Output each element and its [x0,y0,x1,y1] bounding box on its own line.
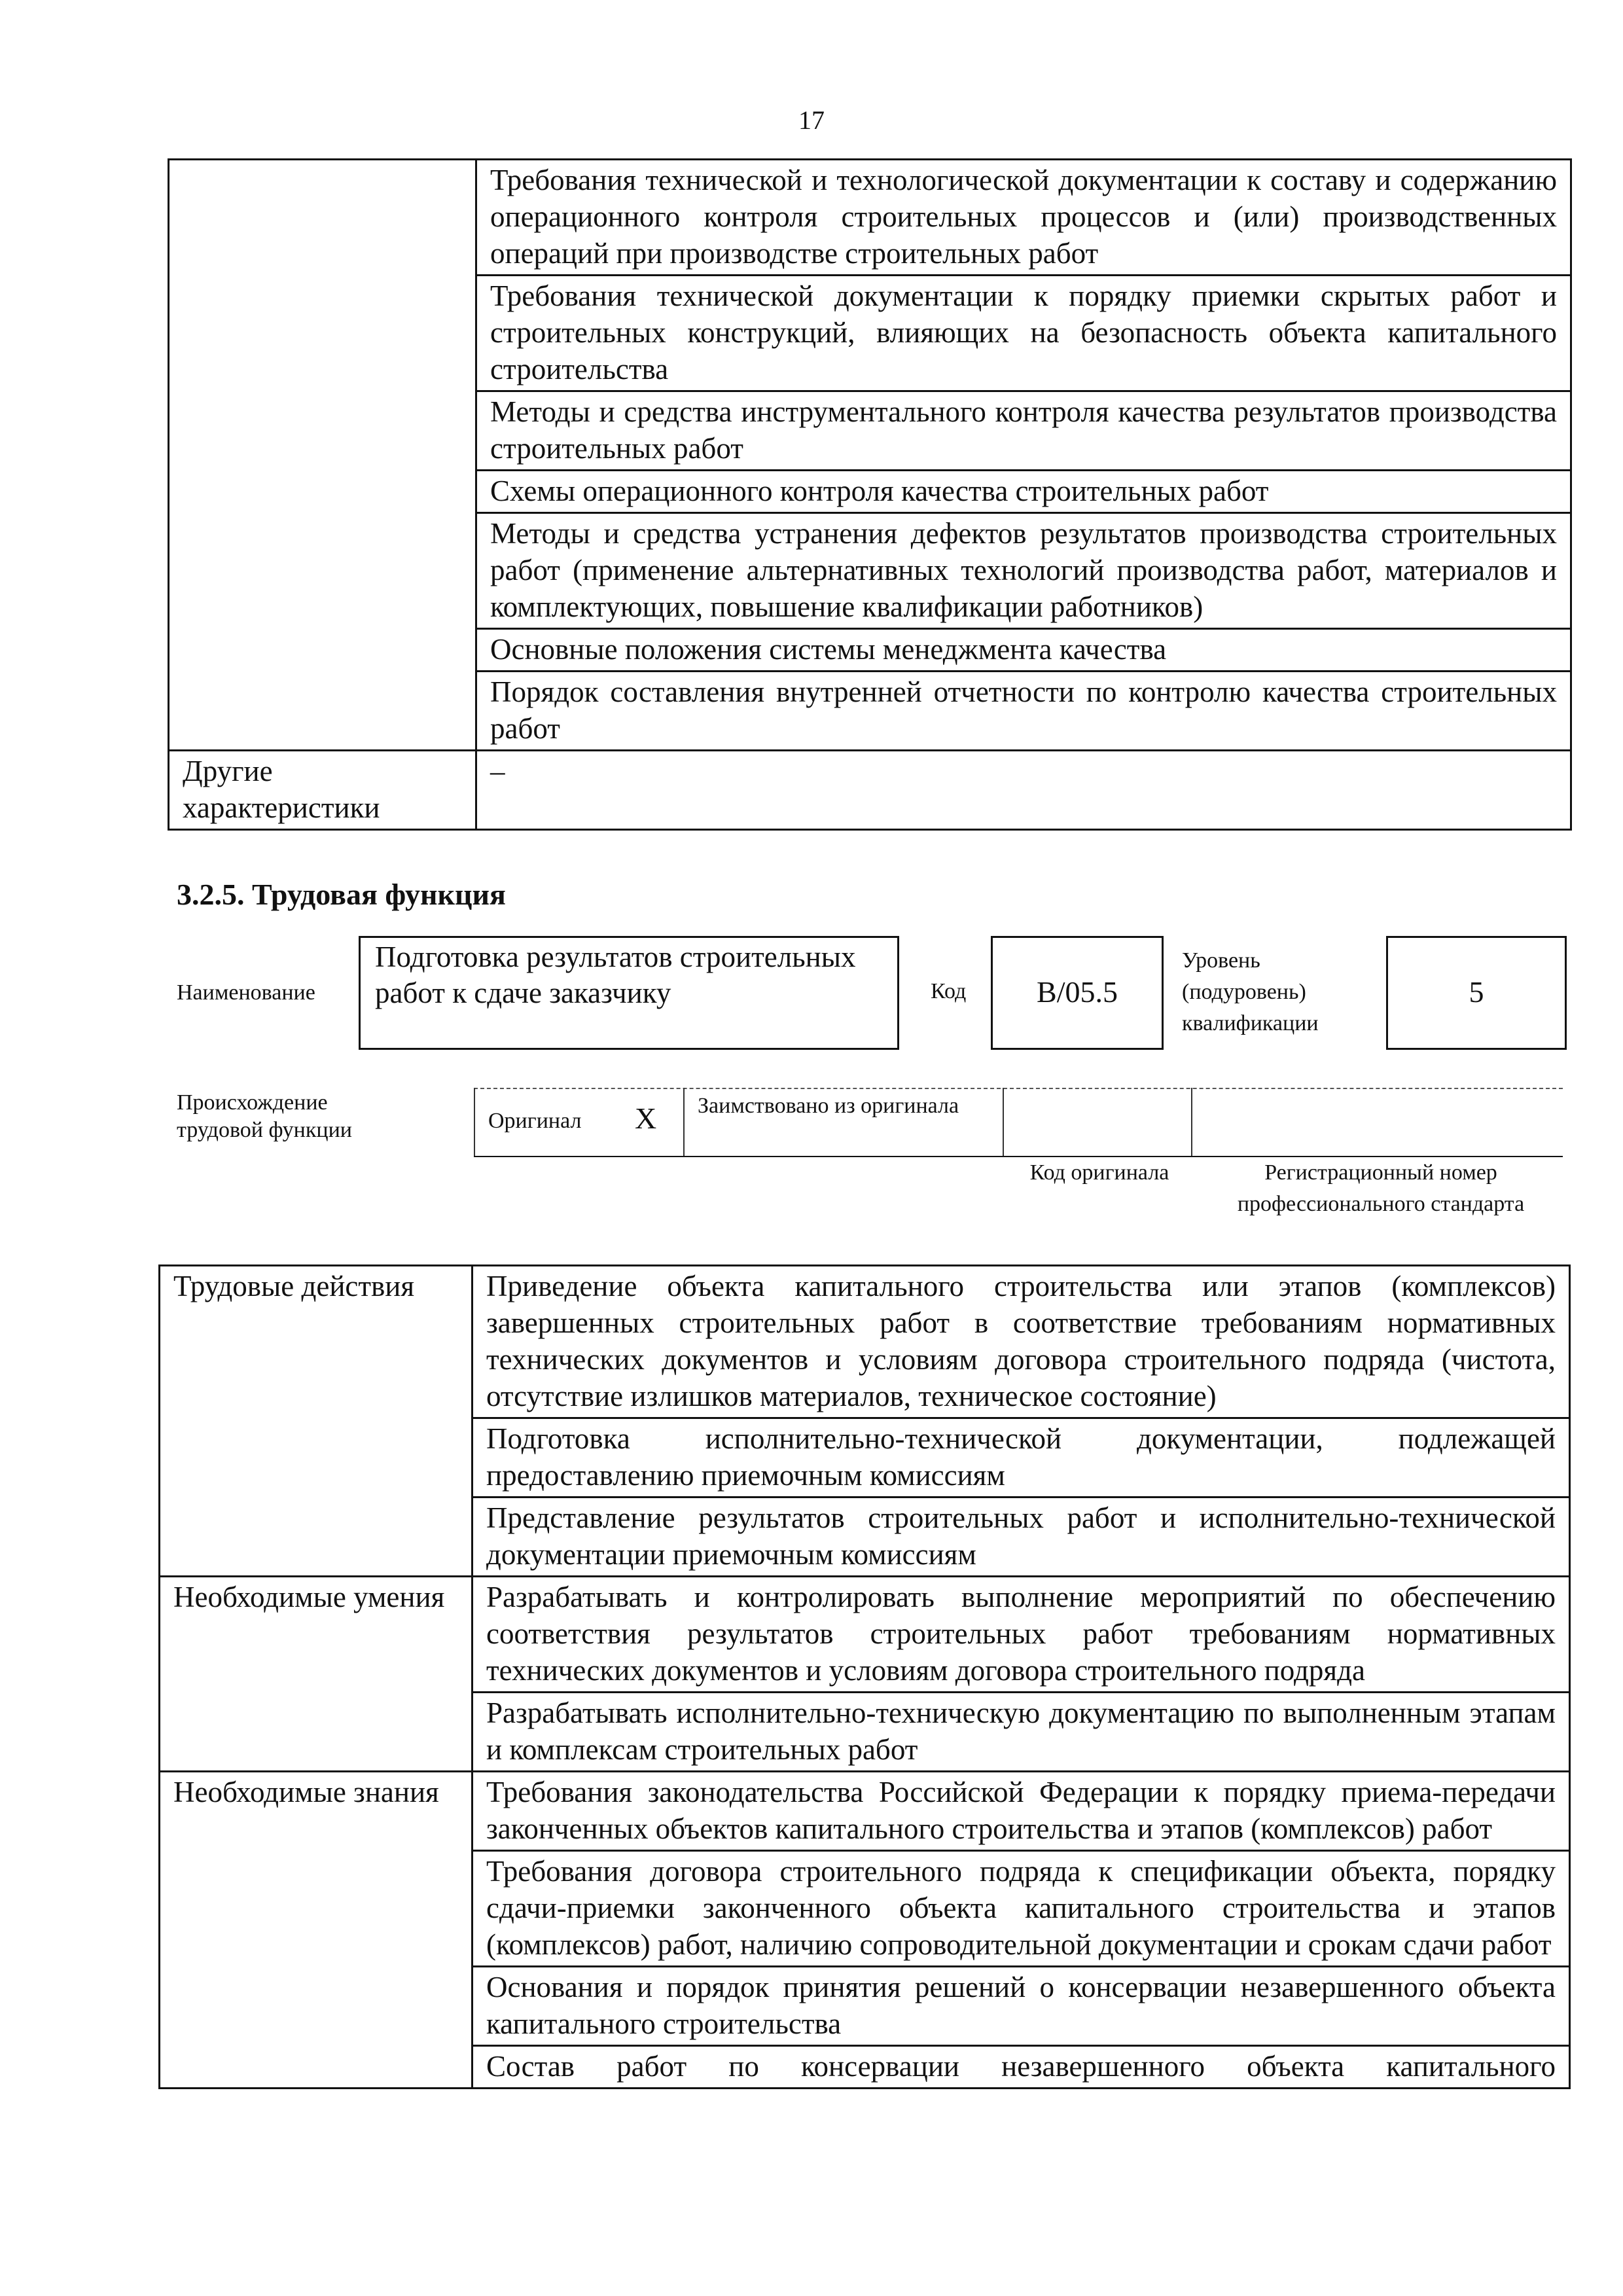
knowledge-item: Основания и порядок принятия решений о консервации незавершенного объекта капитального строительства [473,1967,1570,2046]
registration-number-caption: Регистрационный номер профессионального стандарта [1237,1160,1525,1216]
level-box [1386,936,1567,1050]
knowledge-item: Порядок составления внутренней отчетности по контролю качества строительных работ [476,672,1571,751]
knowledge-item: Основные положения системы менеджмента качества [476,629,1571,672]
level-label: Уровень (подуровень) квалификации [1182,948,1319,1035]
borrowed-label: Заимствовано из оригинала [698,1094,959,1118]
skills-label: Необходимые умения [160,1577,473,1772]
origin-divider [474,1088,475,1156]
knowledge-item: Состав работ по консервации незавершенного объекта капитального [473,2046,1570,2089]
code-original-caption: Код оригинала [1029,1160,1169,1185]
labor-action-item: Приведение объекта капитального строительства или этапов (комплексов) завершенных строительных работ в соответствие требованиям нормативных технических документов и условиям договора строительного подряда (чистота, отсутствие излишков материалов, техническое состояние) [473,1266,1570,1418]
original-mark: X [635,1102,657,1135]
knowledge-table-continued [168,158,1572,831]
labor-function-table [158,1265,1571,2089]
skill-item: Разрабатывать и контролировать выполнение мероприятий по обеспечению соответствия результатов строительных работ требованиям нормативных технических документов и условиям договора строительного подряда [473,1577,1570,1693]
origin-label: Происхождение трудовой функции [177,1090,352,1142]
name-value: Подготовка результатов строительных работ к сдаче заказчику [375,941,856,1009]
other-characteristics-label: Другие характеристики [169,751,476,830]
code-value: В/05.5 [1037,975,1118,1009]
knowledge-item: Требования законодательства Российской Федерации к порядку приема-передачи законченных объектов капитального строительства и этапов (комплексов) работ [473,1772,1570,1851]
origin-divider [683,1088,685,1156]
origin-divider [1003,1088,1004,1156]
knowledge-item: Требования технической документации к порядку приемки скрытых работ и строительных конструкций, влияющих на безопасность объекта капитального строительства [476,276,1571,391]
knowledge-item: Методы и средства устранения дефектов результатов производства строительных работ (применение альтернативных технологий производства работ, материалов и комплектующих, повышение квалификации работников) [476,513,1571,629]
skill-item: Разрабатывать исполнительно-техническую документацию по выполненным этапам и комплексам строительных работ [473,1693,1570,1772]
knowledge-item: Требования договора строительного подряда к спецификации объекта, порядку сдачи-приемки законченного объекта капитального строительства и этапов (комплексов) работ, наличию сопроводительной документации и срокам сдачи работ [473,1851,1570,1967]
code-label: Код [931,979,967,1003]
level-value: 5 [1469,975,1484,1009]
labor-action-item: Представление результатов строительных работ и исполнительно-технической документации приемочным комиссиям [473,1498,1570,1577]
knowledge-label: Необходимые знания [160,1772,473,2089]
knowledge-item: Схемы операционного контроля качества строительных работ [476,471,1571,513]
name-box [359,936,899,1050]
labor-action-item: Подготовка исполнительно-технической документации, подлежащей предоставлению приемочным комиссиям [473,1418,1570,1498]
name-label: Наименование [177,980,315,1005]
other-characteristics-value: – [476,751,1571,830]
origin-top-dashed-line [474,1088,1563,1089]
knowledge-item: Требования технической и технологической документации к составу и содержанию операционного контроля строительных процессов и (или) производственных операций при производстве строительных работ [476,160,1571,276]
page-number: 17 [798,105,825,135]
code-box [991,936,1164,1050]
original-label: Оригинал [488,1109,582,1133]
labor-actions-label: Трудовые действия [160,1266,473,1577]
section-title: 3.2.5. Трудовая функция [177,878,506,911]
knowledge-item: Методы и средства инструментального контроля качества результатов производства строительных работ [476,391,1571,471]
empty-label-cell [169,160,476,751]
origin-divider [1191,1088,1192,1156]
